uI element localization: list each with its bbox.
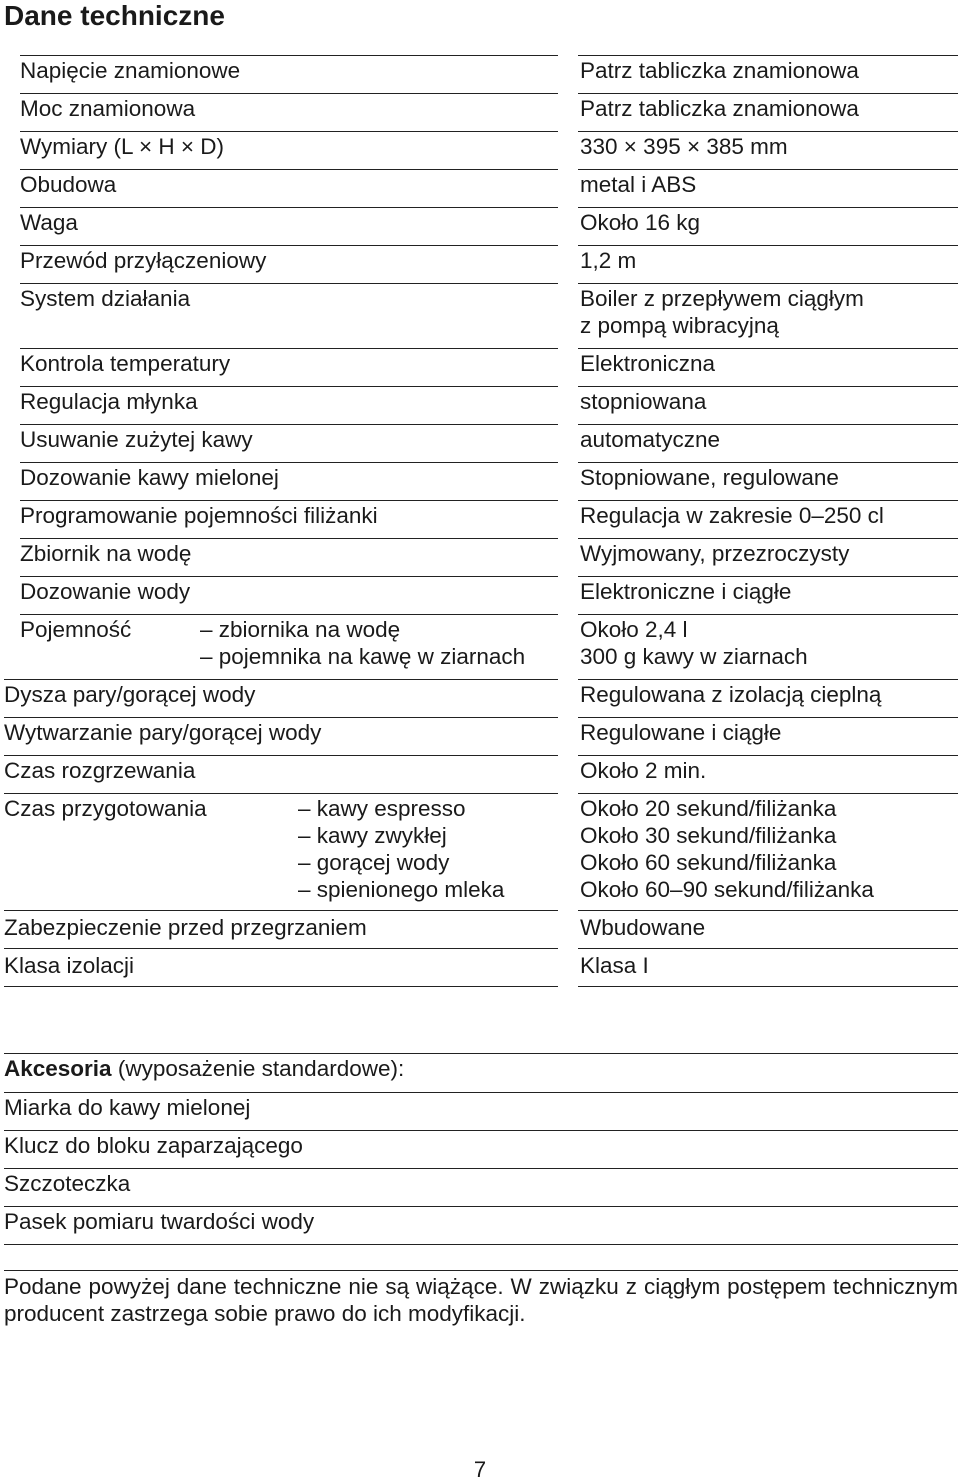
- spec-label: Moc znamionowa: [20, 96, 196, 121]
- spec-sublabel: – zbiornika na wodę: [200, 617, 401, 642]
- list-item: Szczoteczka: [4, 1171, 131, 1196]
- spec-sublabel: – gorącej wody: [298, 850, 450, 875]
- spec-label: Napięcie znamionowe: [20, 58, 241, 83]
- table-rule: [4, 948, 558, 949]
- table-rule: [20, 538, 558, 539]
- table-rule: [4, 986, 558, 987]
- spec-label: Zabezpieczenie przed przegrzaniem: [4, 915, 367, 940]
- spec-label: Przewód przyłączeniowy: [20, 248, 267, 273]
- table-rule: [578, 948, 958, 949]
- table-rule: [20, 576, 558, 577]
- table-rule: [578, 793, 958, 794]
- table-rule: [578, 55, 958, 56]
- spec-value: Około 2,4 l: [580, 617, 688, 642]
- table-rule: [20, 424, 558, 425]
- spec-label: Czas przygotowania: [4, 796, 207, 821]
- table-rule: [578, 538, 958, 539]
- spec-value: Około 60–90 sekund/filiżanka: [580, 877, 874, 902]
- table-rule: [20, 169, 558, 170]
- accessories-heading: [4, 1055, 404, 1082]
- spec-value: z pompą wibracyjną: [580, 313, 779, 338]
- spec-label: Wymiary (L × H × D): [20, 134, 224, 159]
- table-rule: [20, 55, 558, 56]
- spec-label: Klasa izolacji: [4, 953, 135, 978]
- section-rule: [4, 1130, 958, 1131]
- table-rule: [20, 386, 558, 387]
- disclaimer-text: Podane powyżej dane techniczne nie są wiążące. W związku z ciągłym postępem technicznym producent zastrzega sobie prawo do ich modyfikacji.: [4, 1274, 958, 1326]
- table-rule: [4, 679, 558, 680]
- table-rule: [578, 424, 958, 425]
- spec-label: Dozowanie kawy mielonej: [20, 465, 279, 490]
- table-rule: [578, 717, 958, 718]
- spec-value: 300 g kawy w ziarnach: [580, 644, 808, 669]
- spec-label: Kontrola temperatury: [20, 351, 231, 376]
- table-rule: [20, 207, 558, 208]
- page-number: 7: [473, 1457, 487, 1482]
- table-rule: [4, 793, 558, 794]
- table-rule: [578, 169, 958, 170]
- table-rule: [578, 386, 958, 387]
- table-rule: [578, 93, 958, 94]
- table-rule: [578, 245, 958, 246]
- spec-value: automatyczne: [580, 427, 721, 452]
- spec-sublabel: – kawy zwykłej: [298, 823, 447, 848]
- table-rule: [578, 910, 958, 911]
- table-rule: [20, 500, 558, 501]
- table-rule: [20, 245, 558, 246]
- spec-value: Wbudowane: [580, 915, 706, 940]
- spec-value: Około 2 min.: [580, 758, 707, 783]
- spec-value: Regulacja w zakresie 0–250 cl: [580, 503, 884, 528]
- spec-value: Elektroniczna: [580, 351, 716, 376]
- spec-value: Boiler z przepływem ciągłym: [580, 286, 864, 311]
- spec-value: Klasa I: [580, 953, 649, 978]
- spec-value: Około 60 sekund/filiżanka: [580, 850, 837, 875]
- section-rule: [4, 1244, 958, 1245]
- table-rule: [20, 614, 558, 615]
- table-rule: [578, 348, 958, 349]
- table-rule: [20, 131, 558, 132]
- table-rule: [20, 283, 558, 284]
- spec-sublabel: – spienionego mleka: [298, 877, 505, 902]
- spec-value: Wyjmowany, przezroczysty: [580, 541, 850, 566]
- spec-label: Programowanie pojemności filiżanki: [20, 503, 378, 528]
- table-rule: [20, 348, 558, 349]
- spec-value: Około 20 sekund/filiżanka: [580, 796, 837, 821]
- section-rule: [4, 1270, 958, 1271]
- spec-value: stopniowana: [580, 389, 707, 414]
- spec-value: Regulowane i ciągłe: [580, 720, 782, 745]
- spec-sublabel: – kawy espresso: [298, 796, 466, 821]
- spec-value: Patrz tabliczka znamionowa: [580, 58, 859, 83]
- table-rule: [20, 93, 558, 94]
- spec-label: Usuwanie zużytej kawy: [20, 427, 253, 452]
- spec-label: Czas rozgrzewania: [4, 758, 196, 783]
- table-rule: [578, 614, 958, 615]
- spec-label: Wytwarzanie pary/gorącej wody: [4, 720, 322, 745]
- section-rule: [4, 1092, 958, 1093]
- spec-label: Regulacja młynka: [20, 389, 198, 414]
- spec-value: metal i ABS: [580, 172, 697, 197]
- section-rule: [4, 1168, 958, 1169]
- table-rule: [20, 462, 558, 463]
- table-rule: [578, 462, 958, 463]
- spec-label: Dysza pary/gorącej wody: [4, 682, 256, 707]
- table-rule: [4, 910, 558, 911]
- spec-label: System działania: [20, 286, 191, 311]
- table-rule: [578, 576, 958, 577]
- table-rule: [578, 500, 958, 501]
- spec-value: Elektroniczne i ciągłe: [580, 579, 792, 604]
- spec-label: Obudowa: [20, 172, 117, 197]
- spec-value: Około 30 sekund/filiżanka: [580, 823, 837, 848]
- spec-value: 330 × 395 × 385 mm: [580, 134, 788, 159]
- spec-label: Waga: [20, 210, 78, 235]
- table-rule: [578, 679, 958, 680]
- section-rule: [4, 1053, 958, 1054]
- spec-label: Dozowanie wody: [20, 579, 191, 604]
- section-rule: [4, 1206, 958, 1207]
- page-title: Dane techniczne: [4, 0, 225, 31]
- spec-value: Stopniowane, regulowane: [580, 465, 839, 490]
- accessories-heading-bold: Akcesoria: [4, 1056, 112, 1081]
- table-rule: [578, 283, 958, 284]
- spec-label: Zbiornik na wodę: [20, 541, 192, 566]
- table-rule: [578, 755, 958, 756]
- spec-label: Pojemność: [20, 617, 132, 642]
- list-item: Pasek pomiaru twardości wody: [4, 1209, 315, 1234]
- table-rule: [4, 755, 558, 756]
- table-rule: [4, 717, 558, 718]
- accessories-heading-rest: (wyposażenie standardowe):: [111, 1056, 405, 1081]
- list-item: Klucz do bloku zaparzającego: [4, 1133, 303, 1158]
- spec-value: Około 16 kg: [580, 210, 701, 235]
- table-rule: [578, 986, 958, 987]
- spec-value: 1,2 m: [580, 248, 637, 273]
- list-item: Miarka do kawy mielonej: [4, 1095, 251, 1120]
- spec-sublabel: – pojemnika na kawę w ziarnach: [200, 644, 526, 669]
- spec-value: Patrz tabliczka znamionowa: [580, 96, 859, 121]
- spec-value: Regulowana z izolacją cieplną: [580, 682, 882, 707]
- table-rule: [578, 131, 958, 132]
- table-rule: [578, 207, 958, 208]
